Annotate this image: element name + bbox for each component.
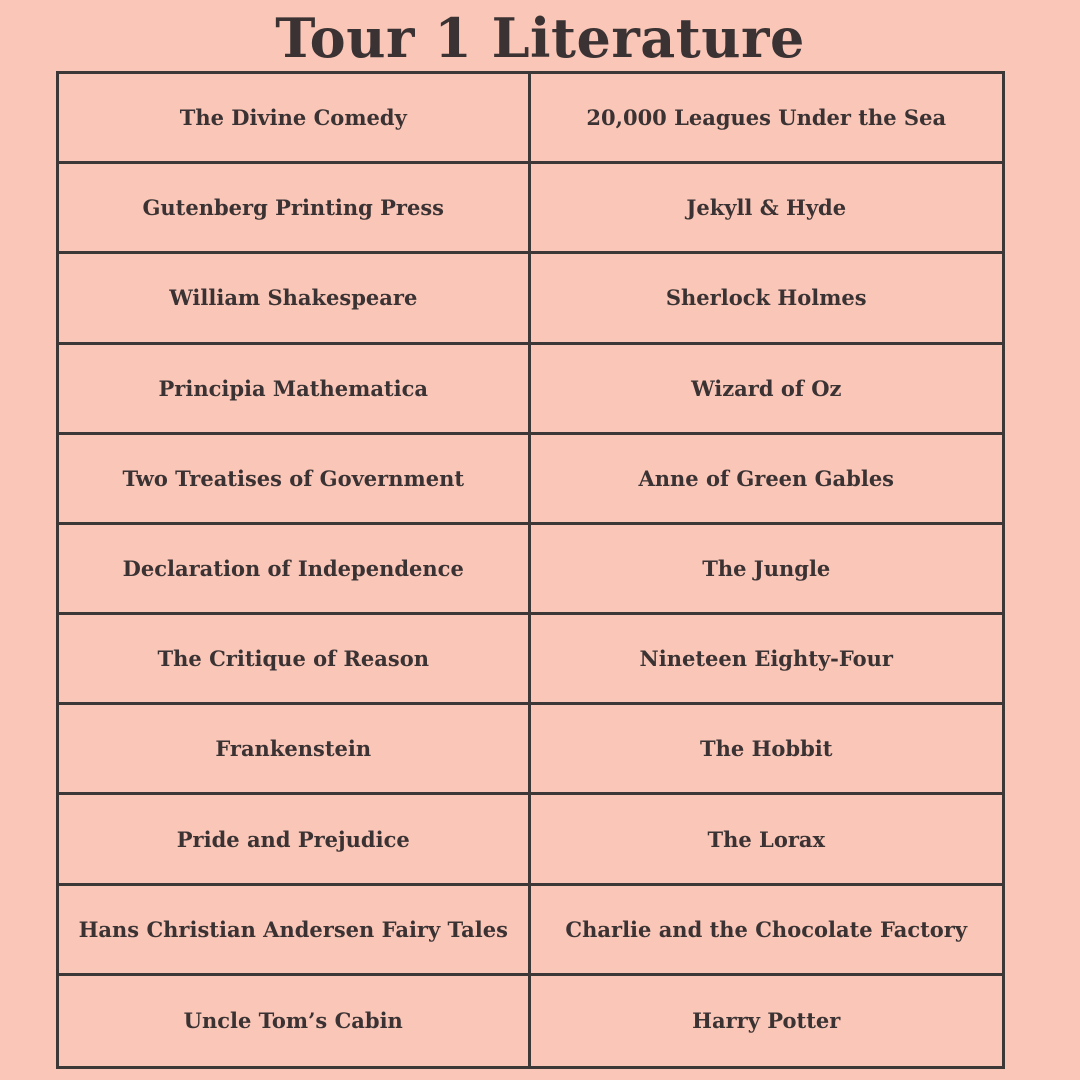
table-cell-left: Gutenberg Printing Press bbox=[59, 164, 531, 254]
table-cell-left: Two Treatises of Government bbox=[59, 435, 531, 525]
table-cell-left: William Shakespeare bbox=[59, 254, 531, 344]
table-cell-right: Anne of Green Gables bbox=[531, 435, 1003, 525]
table-cell-right: Jekyll & Hyde bbox=[531, 164, 1003, 254]
table-cell-left: The Divine Comedy bbox=[59, 74, 531, 164]
table-cell-left: Hans Christian Andersen Fairy Tales bbox=[59, 886, 531, 976]
table-cell-right: Harry Potter bbox=[692, 1008, 841, 1034]
table-cell-left: The Critique of Reason bbox=[59, 615, 531, 705]
table-cell-right: Sherlock Holmes bbox=[531, 254, 1003, 344]
table-cell-right: The Hobbit bbox=[531, 705, 1003, 795]
table-cell-left: Uncle Tom’s Cabin bbox=[59, 976, 531, 1066]
literature-table bbox=[56, 71, 1005, 1069]
table-cell-right: Nineteen Eighty-Four bbox=[531, 615, 1003, 705]
table-cell-right: Charlie and the Chocolate Factory bbox=[531, 886, 1003, 976]
table-cell-left: Pride and Prejudice bbox=[59, 795, 531, 885]
table-cell-right: 20,000 Leagues Under the Sea bbox=[531, 74, 1003, 164]
table-cell-right: The Lorax bbox=[531, 795, 1003, 885]
table-cell-right: The Jungle bbox=[531, 525, 1003, 615]
table-cell-left: Frankenstein bbox=[59, 705, 531, 795]
table-cell-left: Declaration of Independence bbox=[59, 525, 531, 615]
page-title: Tour 1 Literature bbox=[275, 6, 805, 70]
table-cell-left: Principia Mathematica bbox=[59, 345, 531, 435]
table-cell-right: Wizard of Oz bbox=[531, 345, 1003, 435]
